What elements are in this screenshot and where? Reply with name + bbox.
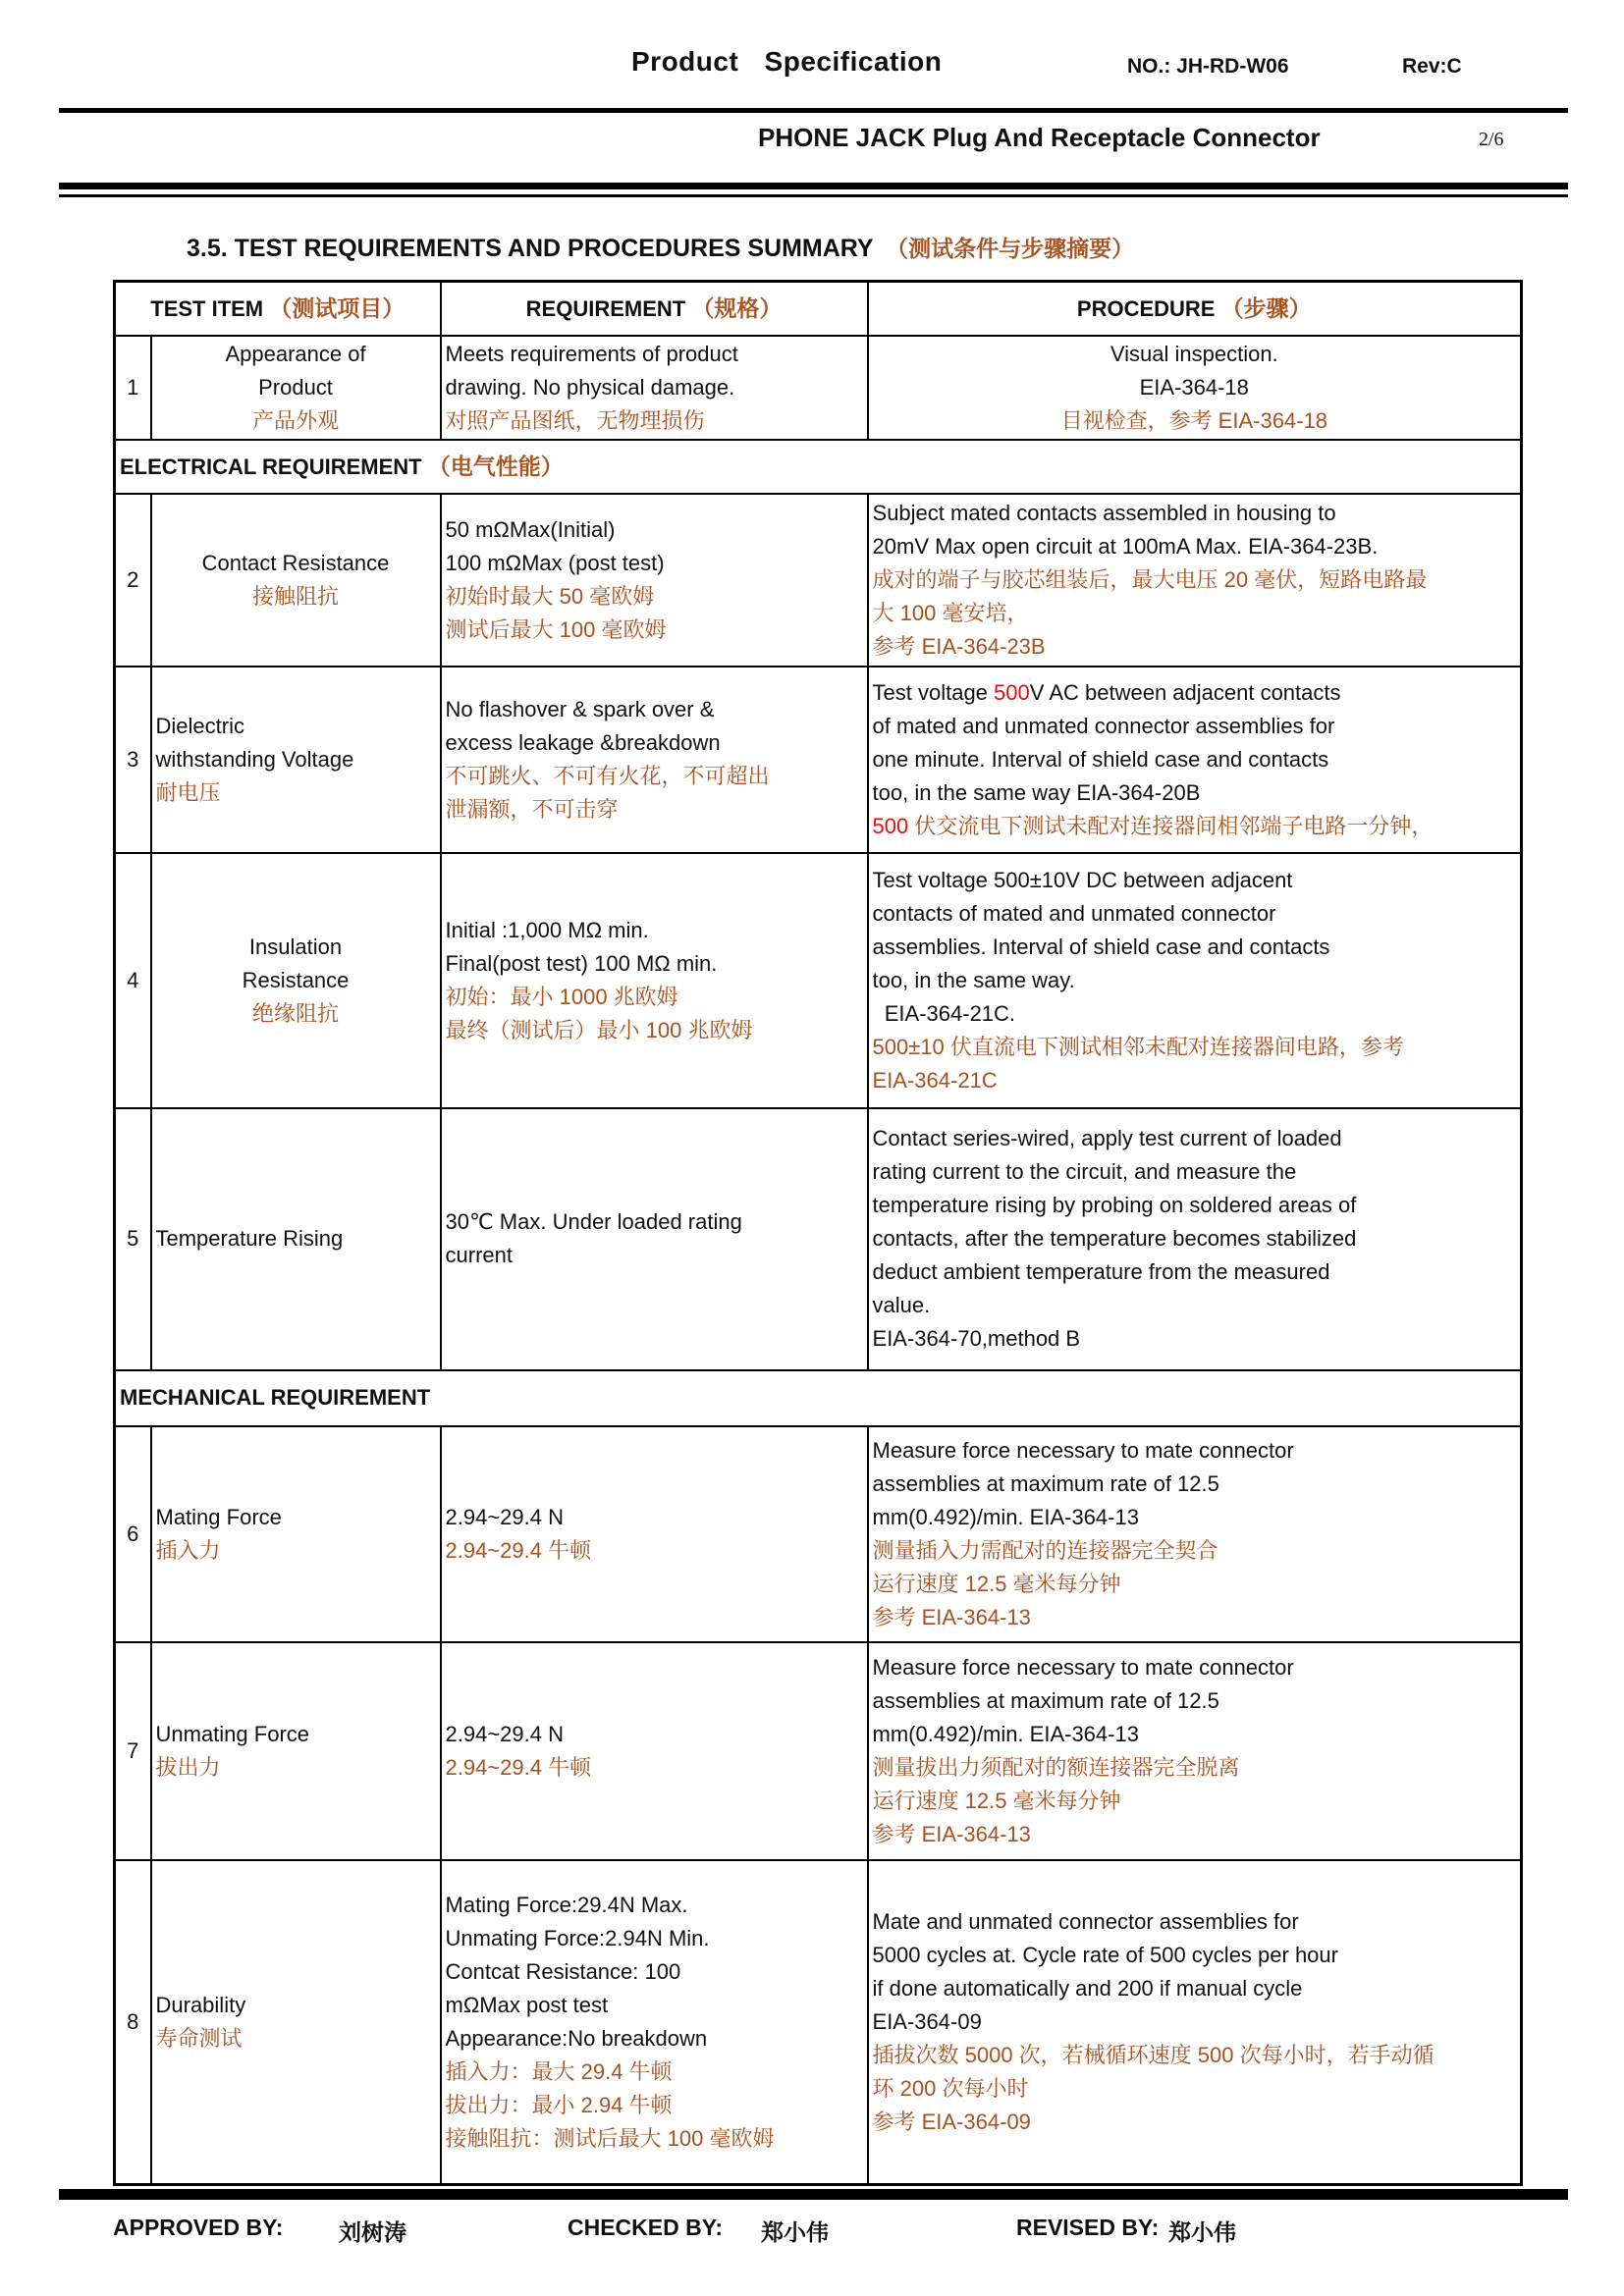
approved-by-label: APPROVED BY: (113, 2215, 284, 2240)
text-line: assemblies at maximum rate of 12.5 (872, 1687, 1219, 1713)
text-line: mm(0.492)/min. EIA-364-13 (872, 1504, 1139, 1529)
text-line: Mate and unmated connector assemblies for (872, 1908, 1299, 1934)
row-number-cell: 4 (115, 853, 151, 1108)
col-header-test-item: TEST ITEM （测试项目） (115, 282, 441, 336)
text-line: excess leakage &breakdown (445, 729, 721, 755)
approved-by-name: 刘树涛 (339, 2219, 406, 2245)
procedure-cell (868, 336, 1522, 440)
text-line: 运行速度 12.5 毫米每分钟 (872, 1788, 1121, 1813)
text-line: 不可跳火、不可有火花，不可超出 (445, 763, 770, 788)
revised-by-label: REVISED BY: (1016, 2215, 1160, 2240)
procedure-cell (868, 1642, 1522, 1860)
procedure-cell (868, 853, 1522, 1108)
table-header-row (115, 282, 1522, 336)
text-line: 插入力：最大 29.4 牛顿 (445, 2058, 673, 2084)
text-line: assemblies at maximum rate of 12.5 (872, 1470, 1219, 1496)
text-line: Unmating Force (155, 1721, 310, 1746)
test-item-cell (151, 336, 441, 440)
table-row (115, 1642, 1522, 1860)
text-line: Dielectric (155, 713, 244, 738)
test-item-cell (151, 1642, 441, 1860)
text-line: 500 伏交流电下测试未配对连接器间相邻端子电路一分钟， (872, 813, 1434, 838)
text-line: 20mV Max open circuit at 100mA Max. EIA-364-23B. (872, 533, 1379, 559)
test-item-cell (151, 1426, 441, 1642)
section-header-cell: MECHANICAL REQUIREMENT (115, 1370, 1522, 1426)
table-row (115, 853, 1522, 1108)
text-line: 初始：最小 1000 兆欧姆 (445, 984, 678, 1009)
table-row (115, 1426, 1522, 1642)
table-row (115, 1860, 1522, 2185)
text-line: Contact series-wired, apply test current of loaded (872, 1126, 1342, 1150)
table-row (115, 336, 1522, 440)
section-title-zh: （测试条件与步骤摘要） (886, 236, 1135, 261)
text-line: 环 200 次每小时 (872, 2075, 1029, 2101)
text-line: 拔出力：最小 2.94 牛顿 (445, 2092, 673, 2117)
col-header-procedure: PROCEDURE （步骤） (868, 282, 1522, 336)
text-line: Unmating Force:2.94N Min. (445, 1925, 710, 1950)
footer-divider-bar (59, 2189, 1568, 2200)
row-number-cell: 7 (115, 1642, 151, 1860)
text-line: Temperature Rising (155, 1226, 344, 1251)
text-line: 参考 EIA-364-09 (872, 2109, 1031, 2134)
text-line: No flashover & spark over & (445, 696, 715, 721)
section-title-en: 3.5. TEST REQUIREMENTS AND PROCEDURES SUMMARY (187, 235, 874, 262)
row-number-cell: 8 (115, 1860, 151, 2185)
text-line: Meets requirements of product (445, 341, 738, 366)
text-line: Resistance (242, 967, 350, 992)
text-line: 最终（测试后）最小 100 兆欧姆 (445, 1017, 753, 1042)
section-row (115, 440, 1522, 494)
text-line: 插入力 (155, 1537, 221, 1563)
requirement-cell (441, 853, 868, 1108)
text-line: Initial :1,000 MΩ min. (445, 917, 649, 942)
text-line: too, in the same way EIA-364-20B (872, 779, 1201, 805)
text-line: 成对的端子与胶芯组装后，最大电压 20 毫伏，短路电路最 (872, 566, 1428, 592)
text-line: rating current to the circuit, and measure the (872, 1159, 1297, 1184)
product-title: PHONE JACK Plug And Receptacle Connector (758, 123, 1321, 152)
table-row (115, 494, 1522, 667)
procedure-cell (868, 494, 1522, 667)
row-number-cell: 5 (115, 1108, 151, 1370)
text-line: Contcat Resistance: 100 (445, 1958, 681, 1984)
text-line: Insulation (248, 934, 343, 959)
text-line: value. (872, 1293, 931, 1317)
text-line: temperature rising by probing on soldered areas of (872, 1193, 1357, 1217)
text-line: EIA-364-21C (872, 1067, 998, 1093)
text-line: 接触阻抗 (252, 583, 340, 609)
requirement-cell (441, 336, 868, 440)
section-row (115, 1370, 1522, 1426)
text-line: withstanding Voltage (155, 746, 354, 772)
text-line: Test voltage 500±10V DC between adjacent (872, 867, 1293, 892)
text-line: 寿命测试 (155, 2025, 243, 2051)
test-item-cell (151, 1860, 441, 2185)
text-line: 参考 EIA-364-13 (872, 1604, 1031, 1629)
requirement-cell (441, 667, 868, 853)
text-line: 目视检查，参考 EIA-364-18 (1060, 407, 1327, 433)
text-line: Subject mated contacts assembled in housing to (872, 500, 1336, 525)
procedure-cell (868, 1108, 1522, 1370)
text-line: Measure force necessary to mate connector (872, 1437, 1294, 1463)
text-line: Durability (155, 1992, 246, 2017)
text-line: Mating Force (155, 1504, 282, 1529)
section-title (187, 231, 1134, 263)
text-line: too, in the same way. (872, 967, 1075, 992)
requirement-cell (441, 1642, 868, 1860)
table-row (115, 667, 1522, 853)
row-number-cell: 2 (115, 494, 151, 667)
test-requirements-table (113, 280, 1523, 2186)
text-line: EIA-364-09 (872, 2008, 982, 2034)
text-line: Visual inspection. (1110, 341, 1278, 366)
text-line: 耐电压 (155, 779, 221, 805)
text-line: Product (258, 374, 333, 400)
col-header-requirement: REQUIREMENT （规格） (441, 282, 868, 336)
text-line: Mating Force:29.4N Max. (445, 1892, 688, 1917)
text-line: Final(post test) 100 MΩ min. (445, 950, 718, 976)
text-line: 5000 cycles at. Cycle rate of 500 cycles per hour (872, 1942, 1338, 1967)
test-item-cell (151, 1108, 441, 1370)
text-line: Measure force necessary to mate connector (872, 1654, 1294, 1680)
text-line: 大 100 毫安培， (872, 600, 1029, 625)
requirement-cell (441, 1108, 868, 1370)
table-row (115, 1108, 1522, 1370)
text-line: 测试后最大 100 毫欧姆 (445, 616, 667, 642)
text-line: 参考 EIA-364-23B (872, 633, 1046, 659)
text-line: if done automatically and 200 if manual cycle (872, 1975, 1303, 2001)
requirement-cell (441, 1860, 868, 2185)
text-line: contacts, after the temperature becomes stabilized (872, 1226, 1357, 1251)
text-line: of mated and unmated connector assemblies for (872, 713, 1335, 738)
text-line: contacts of mated and unmated connector (872, 900, 1276, 926)
text-line: drawing. No physical damage. (445, 374, 735, 400)
text-line: Contact Resistance (201, 550, 390, 575)
test-item-cell (151, 494, 441, 667)
text-line: 绝缘阻抗 (252, 1000, 340, 1026)
text-line: 初始时最大 50 毫欧姆 (445, 583, 655, 609)
text-line: EIA-364-18 (1139, 374, 1249, 400)
text-line: 插拔次数 5000 次，若械循环速度 500 次每小时，若手动循 (872, 2042, 1435, 2067)
text-line: Appearance:No breakdown (445, 2025, 708, 2051)
row-number-cell: 1 (115, 336, 151, 440)
text-line: 拔出力 (155, 1754, 221, 1780)
procedure-cell (868, 1426, 1522, 1642)
text-line: mm(0.492)/min. EIA-364-13 (872, 1721, 1139, 1746)
text-line: 2.94~29.4 N (445, 1504, 564, 1529)
test-item-cell (151, 667, 441, 853)
text-line: 50 mΩMax(Initial) (445, 516, 616, 542)
text-line: one minute. Interval of shield case and contacts (872, 746, 1329, 772)
text-line: 对照产品图纸，无物理损伤 (445, 407, 705, 433)
text-line: 测量插入力需配对的连接器完全契合 (872, 1537, 1218, 1563)
procedure-cell (868, 1860, 1522, 2185)
text-line: 2.94~29.4 牛顿 (445, 1537, 592, 1563)
row-number-cell: 6 (115, 1426, 151, 1642)
text-line: assemblies. Interval of shield case and contacts (872, 934, 1330, 959)
text-line: 测量拔出力须配对的额连接器完全脱离 (872, 1754, 1240, 1780)
text-line: EIA-364-70,method B (872, 1326, 1081, 1351)
text-line: Appearance of (225, 341, 366, 366)
header-divider-thin (59, 194, 1568, 197)
revised-by-name: 郑小伟 (1168, 2219, 1236, 2245)
page-number: 2/6 (1479, 129, 1504, 150)
text-line: 2.94~29.4 牛顿 (445, 1754, 592, 1780)
row-number-cell: 3 (115, 667, 151, 853)
text-line: EIA-364-21C. (872, 1000, 1016, 1026)
section-header-cell: ELECTRICAL REQUIREMENT （电气性能） (115, 440, 1522, 494)
doc-revision: Rev:C (1402, 55, 1462, 78)
test-item-cell (151, 853, 441, 1108)
doc-title: Product Specification (631, 46, 943, 77)
text-line: 参考 EIA-364-13 (872, 1821, 1031, 1846)
checked-by-name: 郑小伟 (761, 2219, 829, 2245)
text-line: 500±10 伏直流电下测试相邻未配对连接器间电路，参考 (872, 1034, 1404, 1059)
requirement-cell (441, 1426, 868, 1642)
text-line: 30℃ Max. Under loaded rating (445, 1209, 742, 1234)
header-divider-thick (59, 183, 1568, 189)
text-line: deduct ambient temperature from the measured (872, 1259, 1330, 1284)
text-line: 2.94~29.4 N (445, 1721, 564, 1746)
text-line: 100 mΩMax (post test) (445, 550, 665, 575)
text-line: 泄漏额，不可击穿 (445, 796, 619, 822)
header-divider-top (59, 108, 1568, 113)
text-line: 运行速度 12.5 毫米每分钟 (872, 1571, 1121, 1596)
text-line: Test voltage 500V AC between adjacent contacts (872, 679, 1341, 705)
requirement-cell (441, 494, 868, 667)
text-line: mΩMax post test (445, 1992, 609, 2017)
procedure-cell (868, 667, 1522, 853)
text-line: 产品外观 (252, 407, 340, 433)
doc-number: NO.: JH-RD-W06 (1127, 55, 1289, 78)
checked-by-label: CHECKED BY: (568, 2215, 724, 2240)
text-line: 接触阻抗：测试后最大 100 毫欧姆 (445, 2125, 775, 2151)
text-line: current (445, 1243, 513, 1267)
